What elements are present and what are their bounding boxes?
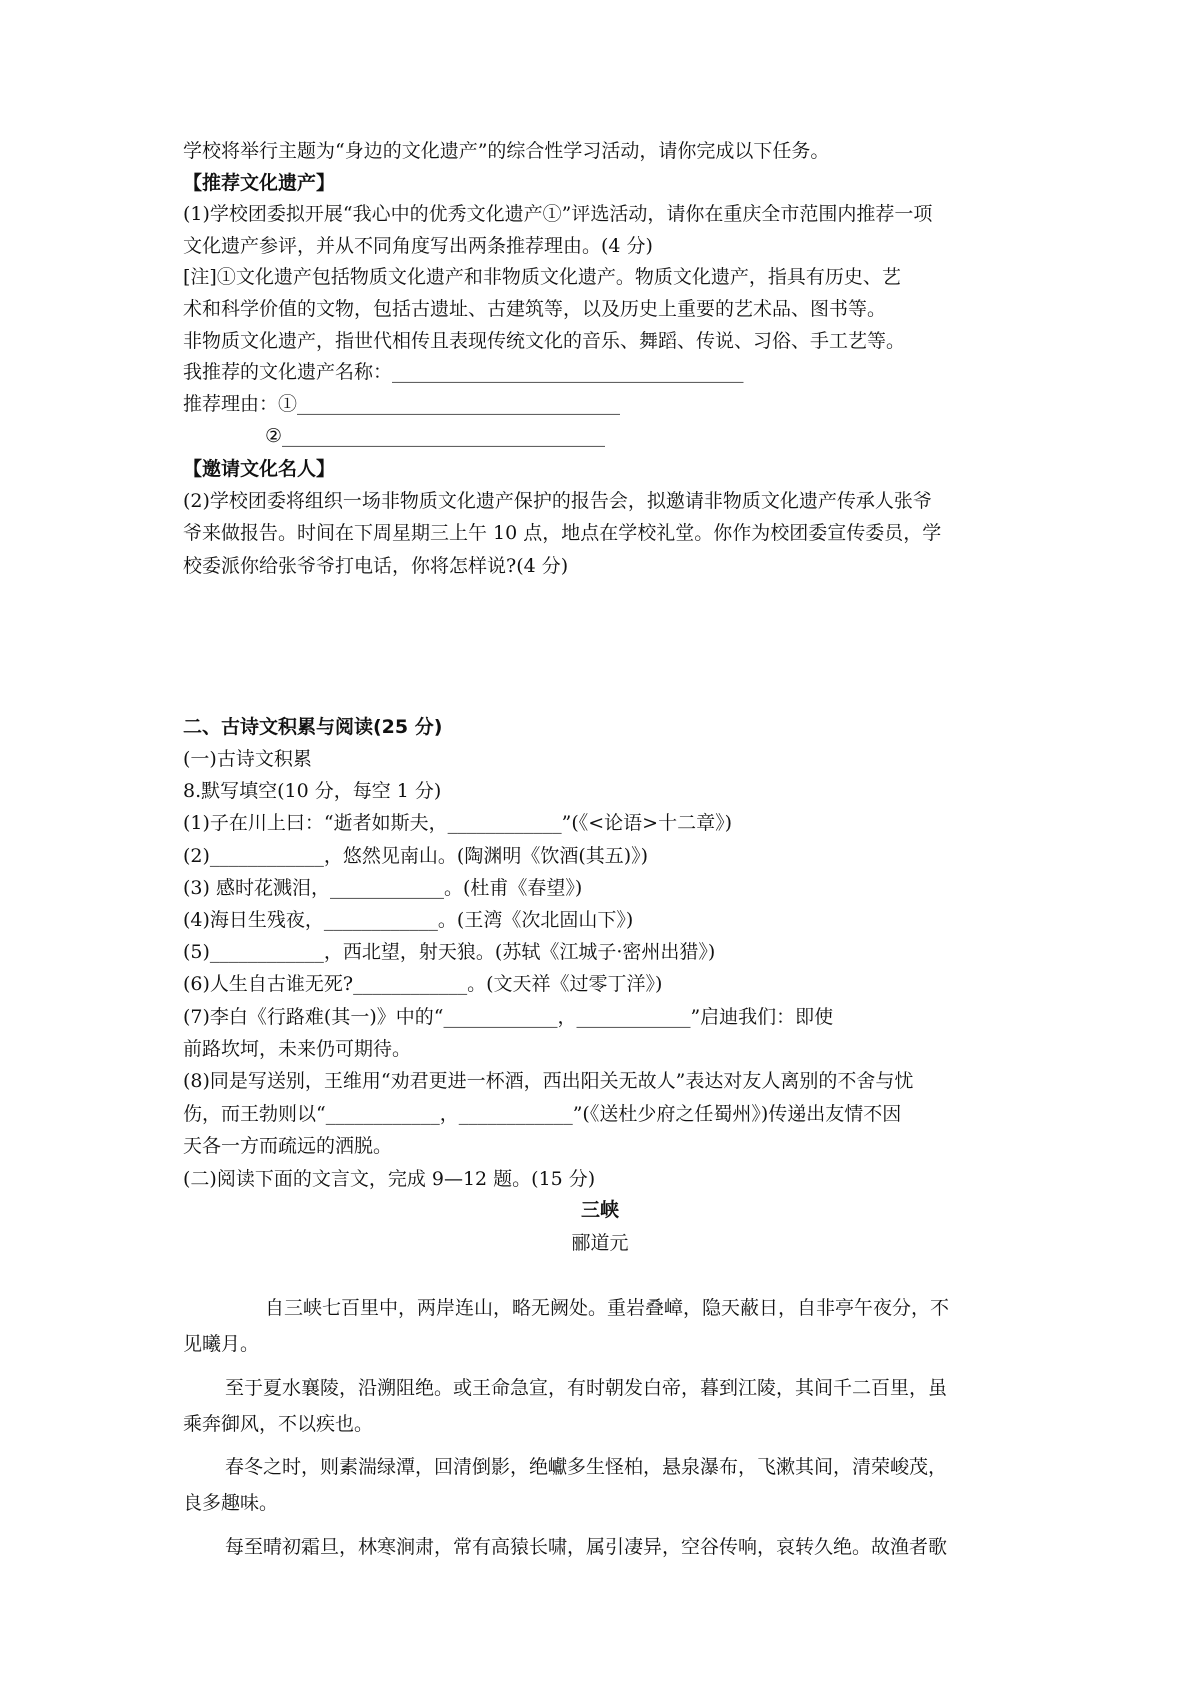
question-1-line-1: (1)学校团委拟开展“我心中的优秀文化遗产①”评选活动，请你在重庆全市范围内推荐一项 — [183, 203, 933, 225]
subsection-2-heading: (二)阅读下面的文言文，完成 9—12 题。(15 分) — [183, 1168, 596, 1190]
passage-paragraph-4-line-1: 每至晴初霜旦，林寒涧肃，常有高猿长啸，属引凄异，空谷传响，哀转久绝。故渔者歌 — [225, 1536, 948, 1558]
fill-blank-item: (8)同是写送别，王维用“劝君更进一杯酒，西出阳关无故人”表达对友人离别的不舍与忧 — [183, 1070, 914, 1092]
subsection-1-heading: (一)古诗文积累 — [183, 748, 312, 770]
fill-blank-item: (2)____________，悠然见南山。(陶渊明《饮酒(其五)》) — [183, 845, 649, 867]
question-2-line-3: 校委派你给张爷爷打电话，你将怎样说?(4 分) — [183, 555, 569, 577]
fill-blank-item: 伤，而王勃则以“____________，____________”(《送杜少府之任蜀州》)传递出友情不因 — [183, 1103, 902, 1125]
fill-blank-item: (4)海日生残夜，____________。(王湾《次北固山下》) — [183, 909, 634, 931]
note-line-2: 术和科学价值的文物，包括古遗址、古建筑等，以及历史上重要的艺术品、图书等。 — [183, 298, 887, 320]
fill-blank-item: (5)____________，西北望，射天狼。(苏轼《江城子·密州出猎》) — [183, 941, 716, 963]
section-heading-invite: 【邀请文化名人】 — [183, 458, 336, 480]
note-line-1: [注]①文化遗产包括物质文化遗产和非物质文化遗产。物质文化遗产，指具有历史、艺 — [183, 266, 901, 288]
question-8-heading: 8.默写填空(10 分，每空 1 分) — [183, 780, 442, 802]
passage-author: 郦道元 — [571, 1232, 629, 1254]
passage-paragraph-2-line-2: 乘奔御风，不以疾也。 — [183, 1413, 374, 1435]
reason-blank-1: 推荐理由：①__________________________________ — [183, 393, 621, 415]
fill-blank-item: (7)李白《行路难(其一)》中的“____________，____________”启迪我们：即使 — [183, 1006, 834, 1028]
question-2-line-2: 爷来做报告。时间在下周星期三上午 10 点，地点在学校礼堂。你作为校团委宣传委员，学 — [183, 522, 942, 544]
note-line-3: 非物质文化遗产，指世代相传且表现传统文化的音乐、舞蹈、传说、习俗、手工艺等。 — [183, 330, 906, 352]
passage-paragraph-1-line-2: 见曦月。 — [183, 1333, 260, 1355]
section-heading-recommend: 【推荐文化遗产】 — [183, 172, 336, 194]
fill-blank-item: (3) 感时花溅泪，____________。(杜甫《春望》) — [183, 877, 583, 899]
passage-paragraph-1-line-1: 自三峡七百里中，两岸连山，略无阙处。重岩叠嶂，隐天蔽日，自非亭午夜分，不 — [265, 1297, 950, 1319]
fill-blank-item: 前路坎坷，未来仍可期待。 — [183, 1038, 412, 1060]
question-2-line-1: (2)学校团委将组织一场非物质文化遗产保护的报告会，拟邀请非物质文化遗产传承人张爷 — [183, 490, 932, 512]
part-2-heading: 二、古诗文积累与阅读(25 分) — [183, 716, 443, 738]
passage-paragraph-3-line-2: 良多趣味。 — [183, 1492, 279, 1514]
intro-text: 学校将举行主题为“身边的文化遗产”的综合性学习活动，请你完成以下任务。 — [183, 140, 830, 162]
fill-blank-item: 天各一方而疏远的洒脱。 — [183, 1135, 393, 1157]
question-1-line-2: 文化遗产参评，并从不同角度写出两条推荐理由。(4 分) — [183, 235, 653, 257]
heritage-name-blank: 我推荐的文化遗产名称：_____________________________________ — [183, 361, 744, 383]
passage-paragraph-2-line-1: 至于夏水襄陵，沿溯阻绝。或王命急宣，有时朝发白帝，暮到江陵，其间千二百里，虽 — [225, 1377, 948, 1399]
fill-blank-item: (1)子在川上曰：“逝者如斯夫，____________”(《<论语>十二章》) — [183, 812, 733, 834]
reason-blank-2: ②__________________________________ — [265, 425, 606, 447]
passage-paragraph-3-line-1: 春冬之时，则素湍绿潭，回清倒影，绝巘多生怪柏，悬泉瀑布，飞漱其间，清荣峻茂， — [225, 1456, 948, 1478]
passage-title: 三峡 — [580, 1199, 619, 1221]
fill-blank-item: (6)人生自古谁无死?____________。(文天祥《过零丁洋》) — [183, 973, 663, 995]
